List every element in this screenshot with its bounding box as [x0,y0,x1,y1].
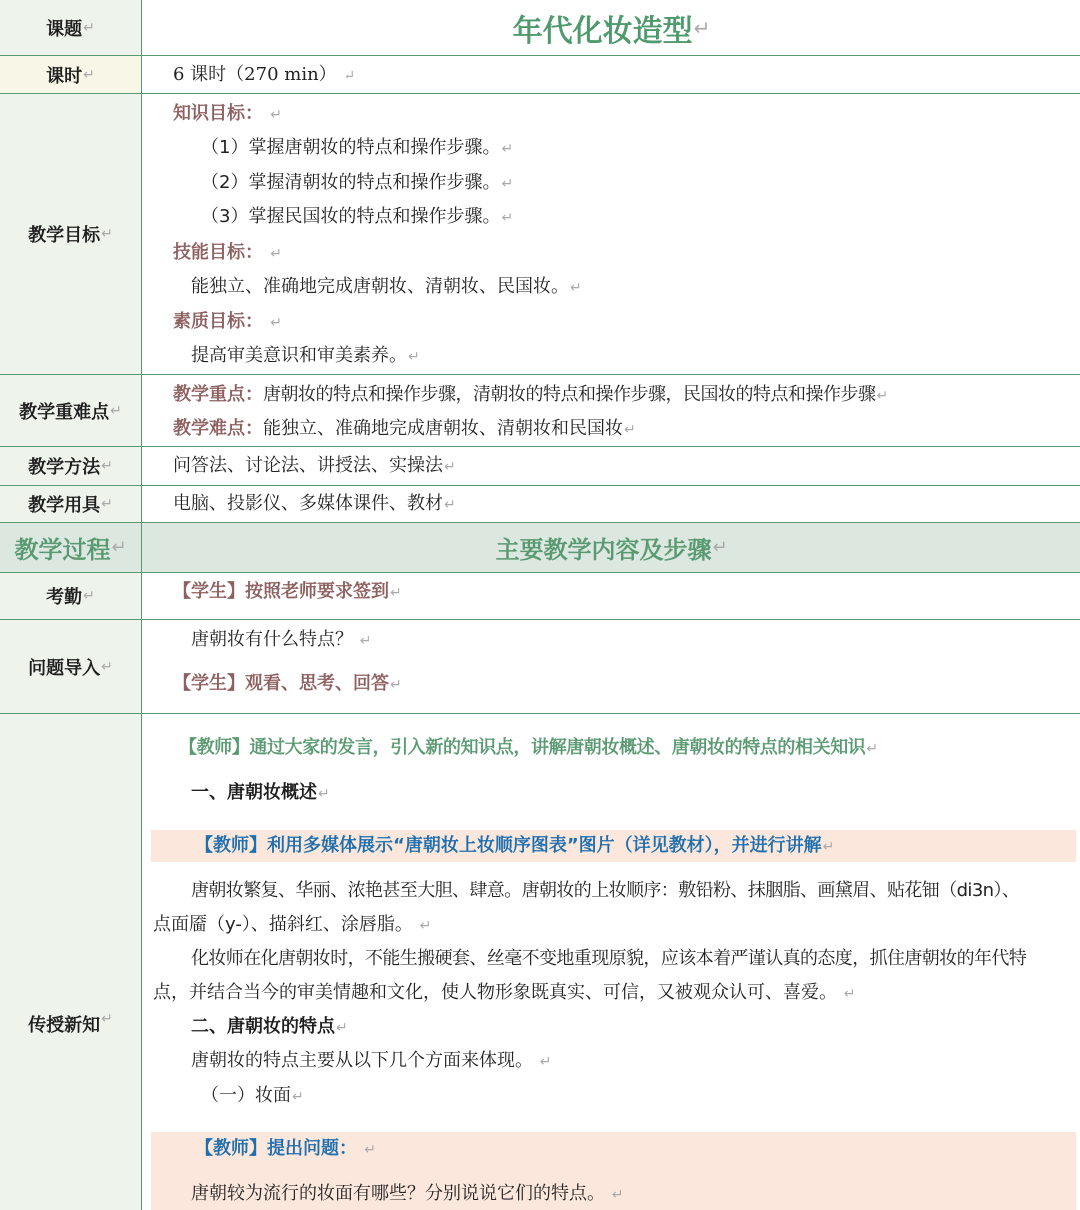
intro-student: 【学生】观看、思考、回答↵ [173,673,402,694]
hours-content [143,56,1080,93]
teacher-multimedia: 【教师】利用多媒体展示“唐朝妆上妆顺序图表”图片（详见教材），并进行讲解↵ [195,835,835,856]
row-topic [0,0,1080,56]
paragraph-overview-cont: 点面靥（y-）、描斜红、涂唇脂。 ↵ [153,914,432,935]
process-title: 主要教学内容及步骤 [495,536,712,564]
row-intro [0,620,1080,714]
teacher-question: 【教师】提出问题： ↵ [195,1138,377,1159]
teacher-intro: 【教师】通过大家的发言，引入新的知识点，讲解唐朝妆概述、唐朝妆的特点的相关知识↵ [179,737,878,758]
new-knowledge-content [143,714,1080,1210]
row-methods [0,447,1080,486]
process-content: 主要教学内容及步骤 ↵ [143,523,1080,572]
attendance-text: 【学生】按照老师要求签到↵ [173,581,402,602]
knowledge-item: （1）掌握唐朝妆的特点和操作步骤。↵ [201,137,514,158]
row-hours [0,56,1080,94]
lesson-title: 年代化妆造型 [512,13,693,49]
topic-content: 年代化妆造型 ↵ [143,0,1080,55]
question-face: 唐朝较为流行的妆面有哪些？分别说说它们的特点。 ↵ [191,1183,624,1204]
quality-goal-title: 素质目标： ↵ [173,311,283,332]
row-attendance [0,573,1080,620]
key-point-line: 教学重点：唐朝妆的特点和操作步骤，清朝妆的特点和操作步骤，民国妆的特点和操作步骤↵ [173,384,889,405]
intro-question: 唐朝妆有什么特点？ ↵ [191,629,372,650]
tools-content [143,486,1080,522]
skill-goal-text: 能独立、准确地完成唐朝妆、清朝妆、民国妆。↵ [191,276,582,297]
label-methods: 教学方法 ↵ [0,447,142,485]
knowledge-item: （3）掌握民国妆的特点和操作步骤。↵ [201,206,514,227]
row-tools [0,486,1080,523]
label-new-knowledge: 传授新知 ↵ [0,714,142,1210]
row-key-points [0,375,1080,447]
intro-content [143,620,1080,713]
label-intro: 问题导入 ↵ [0,620,142,713]
section-heading-overview: 一、唐朝妆概述↵ [191,782,330,803]
paragraph-makeup-artist-cont: 点，并结合当今的审美情趣和文化，使人物形象既真实、可信，又被观众认可、喜爱。 ↵ [153,982,856,1003]
tools-value: 电脑、投影仪、多媒体课件、教材↵ [173,493,456,514]
label-tools: 教学用具 ↵ [0,486,142,522]
section-heading-features: 二、唐朝妆的特点↵ [191,1016,348,1037]
label-topic: 课题 ↵ [0,0,142,55]
label-process: 教学过程 ↵ [0,523,142,572]
difficulty-line: 教学难点：能独立、准确地完成唐朝妆、清朝妆和民国妆↵ [173,418,636,439]
knowledge-item: （2）掌握清朝妆的特点和操作步骤。↵ [201,172,514,193]
subheading-face: （一）妆面↵ [201,1085,304,1106]
label-key-points: 教学重难点 ↵ [0,375,142,446]
hours-value: 6 课时（270 min） ↵ [173,64,356,85]
goals-content [143,94,1080,374]
label-hours: 课时 ↵ [0,56,142,93]
row-new-knowledge [0,714,1080,1210]
paragraph-makeup-artist: 化妆师在化唐朝妆时，不能生搬硬套、丝毫不变地重现原貌，应该本着严谨认真的态度，抓住唐朝妆的年代特 [191,948,1027,969]
row-goals [0,94,1080,375]
quality-goal-text: 提高审美意识和审美素养。↵ [191,345,420,366]
methods-value: 问答法、讨论法、讲授法、实操法↵ [173,455,456,476]
row-process-header [0,523,1080,573]
paragraph-overview: 唐朝妆繁复、华丽、浓艳甚至大胆、肆意。唐朝妆的上妆顺序：敷铅粉、抹胭脂、画黛眉、贴花钿（di3n）、 [191,880,1020,901]
attendance-content [143,573,1080,619]
label-goals: 教学目标 ↵ [0,94,142,374]
label-attendance: 考勤 ↵ [0,573,142,619]
methods-content [143,447,1080,485]
key-points-content [143,375,1080,446]
knowledge-goal-title: 知识目标： ↵ [173,103,283,124]
skill-goal-title: 技能目标： ↵ [173,242,283,263]
paragraph-features: 唐朝妆的特点主要从以下几个方面来体现。 ↵ [191,1050,552,1071]
